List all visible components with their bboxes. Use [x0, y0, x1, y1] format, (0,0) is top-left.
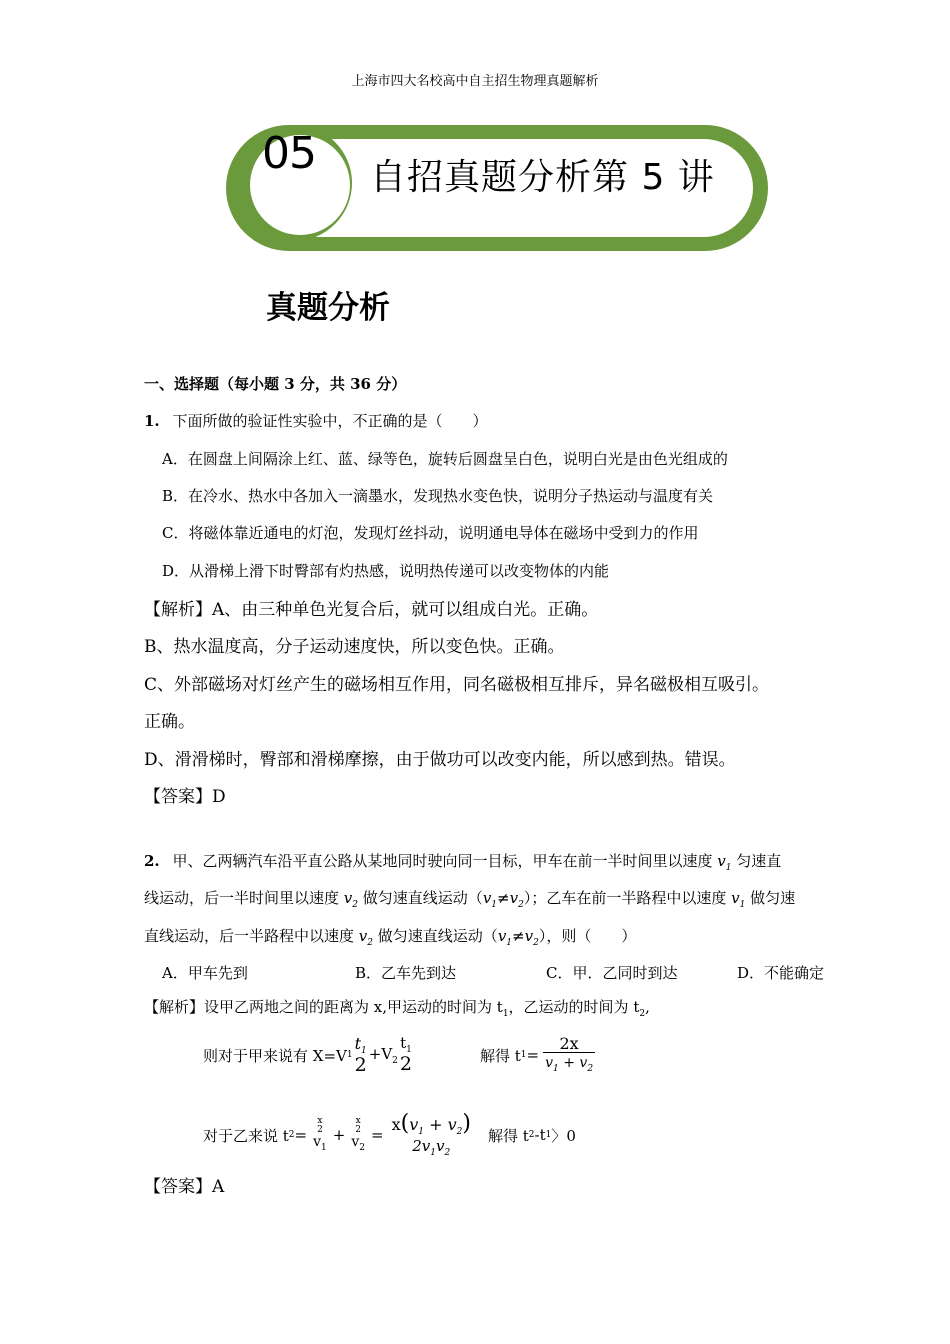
q2-text: 匀速直: [736, 852, 782, 870]
answer-label: 【答案】: [144, 787, 212, 807]
v-neq: $v_1\ne v_2$: [497, 927, 539, 948]
analysis-label: 【解析】: [144, 600, 212, 620]
q2-option-b: B．乙车先到达: [355, 964, 457, 982]
q1-answer: [144, 782, 226, 807]
formula-text: 解得 t: [480, 1046, 521, 1065]
var-v1: $v_1$: [731, 889, 746, 910]
section-title: 真题分析: [266, 290, 390, 326]
q1-analysis-line-2: B、热水温度高，分子运动速度快，所以变色快。正确。: [144, 637, 565, 657]
answer-label: 【答案】: [144, 1177, 212, 1197]
q2-line-3: [144, 925, 636, 948]
q2-text: ）；乙车在前一半路程中以速度: [523, 889, 727, 907]
var-v2: $v_2$: [358, 927, 374, 948]
analysis-text: 设甲乙两地之间的距离为 x,甲运动的时间为 t: [204, 998, 503, 1016]
analysis-label: 【解析】: [144, 998, 205, 1016]
question-number: 2.: [144, 852, 160, 870]
q1-analysis-line-4: 正确。: [144, 712, 195, 732]
q2-text: 甲、乙两辆汽车沿平直公路从某地同时驶向同一目标，甲车在前一半时间里以速度: [172, 852, 713, 870]
question-number: 1.: [144, 412, 160, 430]
q2-option-d: D．不能确定: [737, 964, 825, 982]
var-v2: $v_2$: [343, 889, 359, 910]
q1-analysis-line-3: C、外部磁场对灯丝产生的磁场相互作用，同名磁极相互排斥，异名磁极相互吸引。: [144, 675, 770, 695]
q2-line-1: [144, 850, 781, 873]
fraction-t1-over-2: $t_1$ 2: [354, 1033, 367, 1076]
v-neq: $v_1\ne v_2$: [482, 889, 524, 910]
var-v1: $v_1$: [717, 852, 732, 873]
q2-text: 做匀速直线运动（: [377, 927, 498, 945]
answer-value: D: [212, 787, 226, 807]
q2-text: 做匀速直线运动（: [362, 889, 483, 907]
analysis-text: A、由三种单色光复合后，就可以组成白光。正确。: [212, 600, 599, 620]
fraction-2x-over-vsum: $\frac{2x}{v_1 + v_2}$: [545, 1034, 594, 1074]
question-1-stem: [144, 410, 487, 431]
q2-text: 做匀速: [750, 889, 796, 907]
part-title: 一、选择题（每小题 3 分，共 36 分）: [144, 375, 407, 393]
fraction-x2-over-v2: x 2 $v_2$: [351, 1116, 365, 1153]
page-header: 上海市四大名校高中自主招生物理真题解析: [351, 74, 599, 89]
chapter-title: 自招真题分析第 5 讲: [370, 157, 715, 198]
formula-text: 对于乙来说 t: [203, 1126, 289, 1145]
q1-option-a: A．在圆盘上间隔涂上红、蓝、绿等色，旋转后圆盘呈白色，说明白光是由色光组成的: [162, 450, 728, 468]
q2-line-2: [144, 887, 795, 910]
question-text: 下面所做的验证性实验中，不正确的是（ ）: [172, 412, 488, 430]
q1-option-b: B．在冷水、热水中各加入一滴墨水，发现热水变色快，说明分子热运动与温度有关: [162, 487, 714, 505]
q1-option-c: C．将磁体靠近通电的灯泡，发现灯丝抖动，说明通电导体在磁场中受到力的作用: [162, 524, 699, 542]
formula-text: 则对于甲来说有 X=V: [203, 1046, 347, 1065]
chapter-number: 05: [262, 128, 316, 179]
q2-option-a: A．甲车先到: [162, 964, 248, 982]
q2-answer: [144, 1172, 224, 1197]
q1-option-d: D．从滑梯上滑下时臀部有灼热感，说明热传递可以改变物体的内能: [162, 562, 610, 580]
q2-option-c: C．甲．乙同时到达: [546, 964, 678, 982]
formula-1-solution: 解得 t 1 = $\frac{2x}{v_1 + v_2}$: [480, 1034, 594, 1074]
fraction-t1-over-2: $t_1$ 2: [399, 1034, 412, 1075]
analysis-text: ，乙运动的时间为 t: [508, 998, 640, 1016]
formula-1: 则对于甲来说有 X=V 1 $t_1$ 2 $+V_2$ $t_1$ 2: [203, 1033, 412, 1076]
answer-value: A: [212, 1177, 225, 1197]
fraction-result: $x(v_1 + v_2)$ $2v_1v_2$: [391, 1110, 471, 1158]
q2-text: 直线运动，后一半路程中以速度: [144, 927, 355, 945]
q1-analysis-line-5: D、滑滑梯时，臀部和滑梯摩擦，由于做功可以改变内能，所以感到热。错误。: [144, 750, 736, 770]
q2-text: 线运动，后一半时间里以速度: [144, 889, 340, 907]
q2-text: ），则（ ）: [538, 927, 637, 945]
q2-analysis-line: 【解析】设甲乙两地之间的距离为 x,甲运动的时间为 $t_1$，乙运动的时间为 $t_2$,: [144, 998, 650, 1019]
q1-analysis-line-1: [144, 595, 598, 620]
formula-2: 对于乙来说 t 2 = x 2 $v_1$ + x 2 $v_2$ = $x(v_1 + v_2)$ $2v_1v_2$: [203, 1110, 471, 1158]
formula-text: 解得 t: [488, 1126, 529, 1145]
fraction-x2-over-v1: x 2 $v_1$: [313, 1116, 327, 1153]
formula-result: 〉0: [551, 1126, 576, 1145]
formula-2-solution: 解得 t 2 -t 1 〉0: [488, 1126, 576, 1145]
